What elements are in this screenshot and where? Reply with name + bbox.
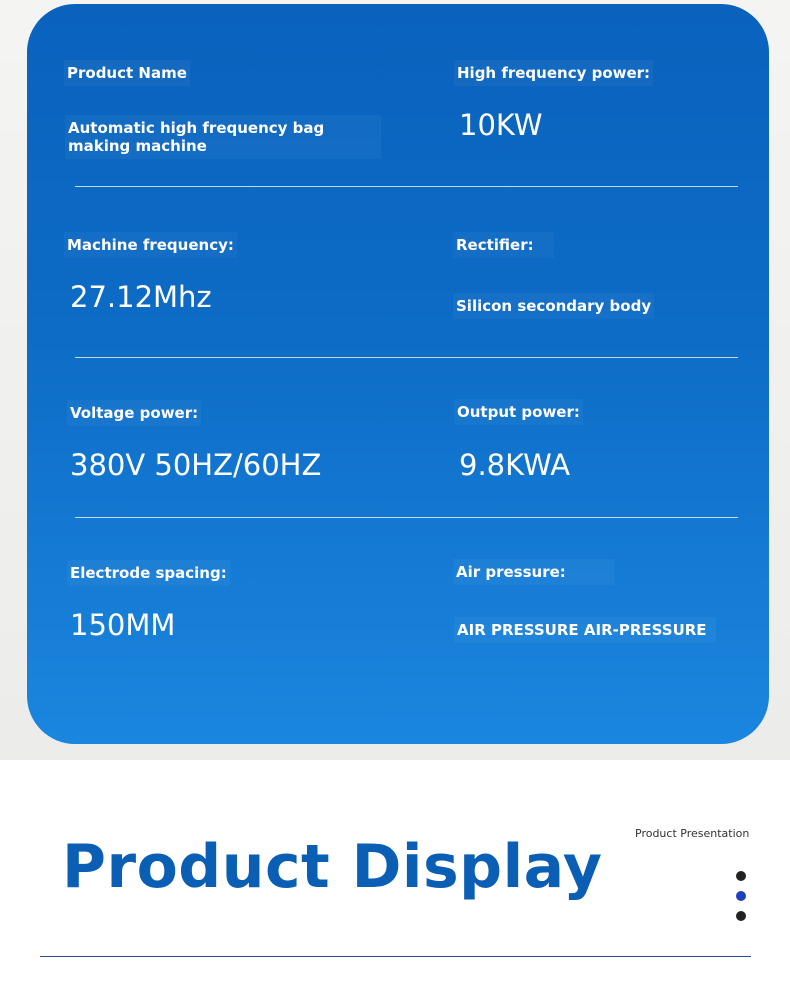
air-pressure-label: Air pressure: — [453, 559, 614, 585]
high-frequency-power-value: 10KW — [459, 108, 543, 142]
high-frequency-power-label: High frequency power: — [454, 60, 653, 86]
pager-dot — [736, 911, 746, 921]
machine-frequency-value: 27.12Mhz — [70, 280, 212, 314]
section-subtitle: Product Presentation — [635, 827, 750, 840]
output-power-value: 9.8KWA — [459, 448, 571, 482]
pager-dot-active — [736, 891, 746, 901]
spec-card — [27, 4, 769, 744]
divider — [75, 517, 738, 518]
rectifier-label: Rectifier: — [453, 232, 554, 258]
rectifier-value: Silicon secondary body — [453, 293, 654, 319]
divider — [75, 186, 738, 187]
divider — [75, 357, 738, 358]
product-name-value: Automatic high frequency bag making machine — [65, 115, 381, 159]
machine-frequency-label: Machine frequency: — [64, 232, 237, 258]
pager-dot — [736, 871, 746, 881]
output-power-label: Output power: — [454, 399, 583, 425]
electrode-spacing-value: 150MM — [70, 608, 176, 642]
voltage-power-value: 380V 50HZ/60HZ — [70, 448, 322, 482]
section-title: Product Display — [62, 832, 603, 902]
voltage-power-label: Voltage power: — [67, 400, 201, 426]
product-name-label: Product Name — [64, 60, 190, 86]
section-divider — [40, 956, 751, 957]
electrode-spacing-label: Electrode spacing: — [67, 560, 230, 586]
air-pressure-value: AIR PRESSURE AIR-PRESSURE — [454, 617, 716, 643]
